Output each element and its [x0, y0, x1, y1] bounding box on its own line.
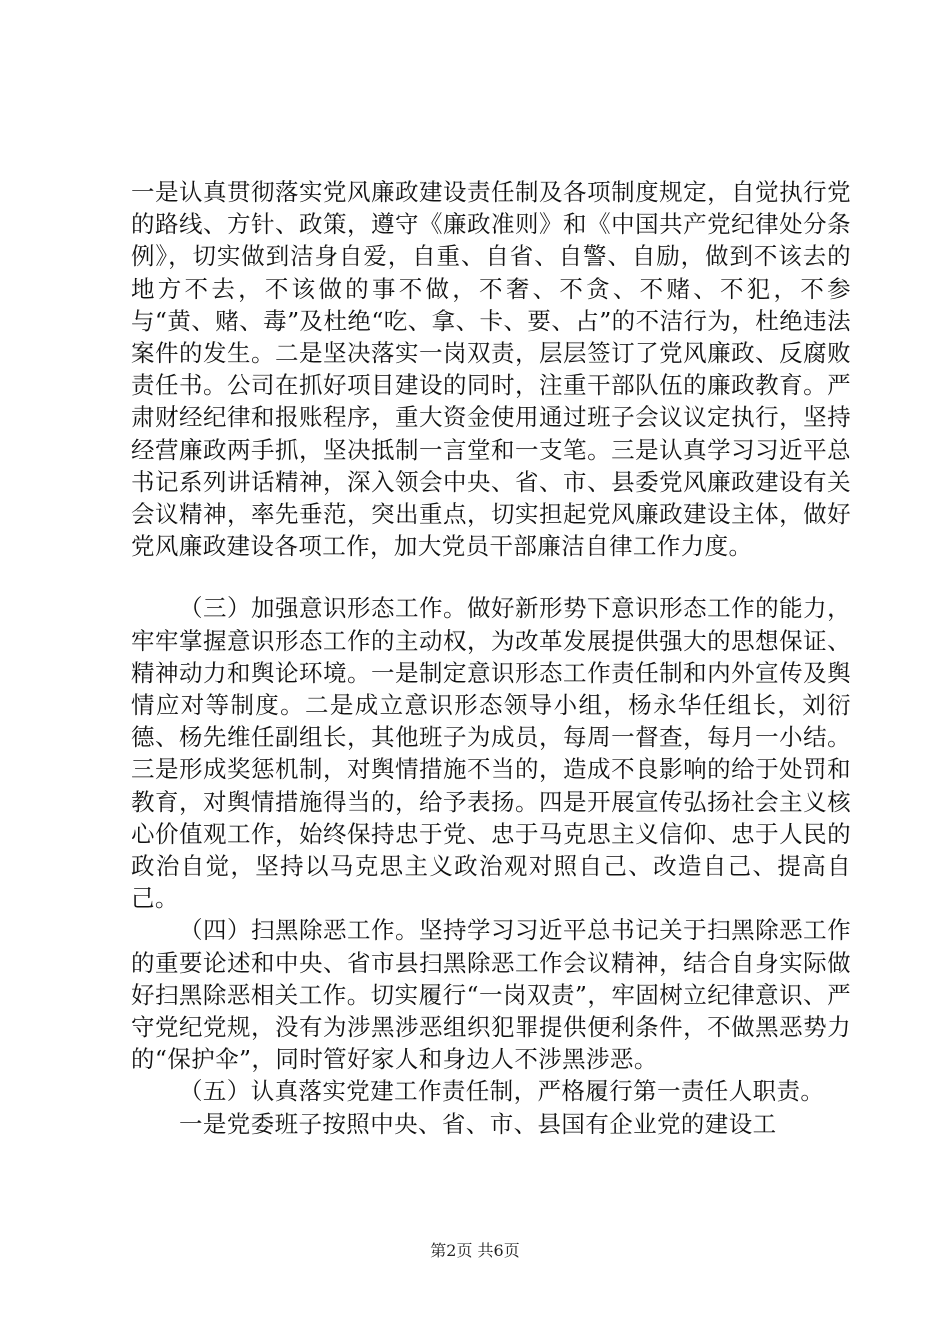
paragraph-anti-crime-work: （四）扫黑除恶工作。坚持学习习近平总书记关于扫黑除恶工作的重要论述和中央、省市县扫黑除恶工作会议精神，结合自身实际做好扫黑除恶相关工作。切实履行“一岗双责”，牢固树立纪律意识、严守党纪党规，没有为涉黑涉恶组织犯罪提供便利条件，不做黑恶势力的“保护伞”，同时管好家人和身边人不涉黑涉恶。	[131, 916, 851, 1074]
paragraph-ideology-work: （三）加强意识形态工作。做好新形势下意识形态工作的能力，牢牢掌握意识形态工作的主动权，为改革发展提供强大的思想保证、精神动力和舆论环境。一是制定意识形态工作责任制和内外宣传及舆情应对等制度。二是成立意识形态领导小组，杨永华任组长，刘衍德、杨先维任副组长，其他班子为成员，每周一督查，每月一小结。三是形成奖惩机制，对舆情措施不当的，造成不良影响的给于处罚和教育，对舆情措施得当的，给予表扬。四是开展宣传弘扬社会主义核心价值观工作，始终保持忠于党、忠于马克思主义信仰、忠于人民的政治自觉，坚持以马克思主义政治观对照自己、改造自己、提高自己。	[131, 594, 851, 913]
paragraph-integrity-duties: 一是认真贯彻落实党风廉政建设责任制及各项制度规定，自觉执行党的路线、方针、政策，遵守《廉政准则》和《中国共产党纪律处分条例》，切实做到洁身自爱，自重、自省、自警、自励，做到不该去的地方不去，不该做的事不做，不奢、不贪、不赌、不犯，不参与“黄、赌、毒”及杜绝“吃、拿、卡、要、占”的不洁行为，杜绝违法案件的发生。二是坚决落实一岗双责，层层签订了党风廉政、反腐败责任书。公司在抓好项目建设的同时，注重干部队伍的廉政教育。严肃财经纪律和报账程序，重大资金使用通过班子会议议定执行，坚持经营廉政两手抓，坚决抵制一言堂和一支笔。三是认真学习习近平总书记系列讲话精神，深入领会中央、省、市、县委党风廉政建设有关会议精神，率先垂范，突出重点，切实担起党风廉政建设主体，做好党风廉政建设各项工作，加大党员干部廉洁自律工作力度。	[131, 178, 851, 561]
paragraph-party-building-heading: （五）认真落实党建工作责任制，严格履行第一责任人职责。	[179, 1077, 825, 1106]
page-number-footer: 第2页 共6页	[430, 1241, 520, 1260]
paragraph-party-committee: 一是党委班子按照中央、省、市、县国有企业党的建设工	[179, 1109, 777, 1138]
document-body	[131, 176, 851, 1140]
